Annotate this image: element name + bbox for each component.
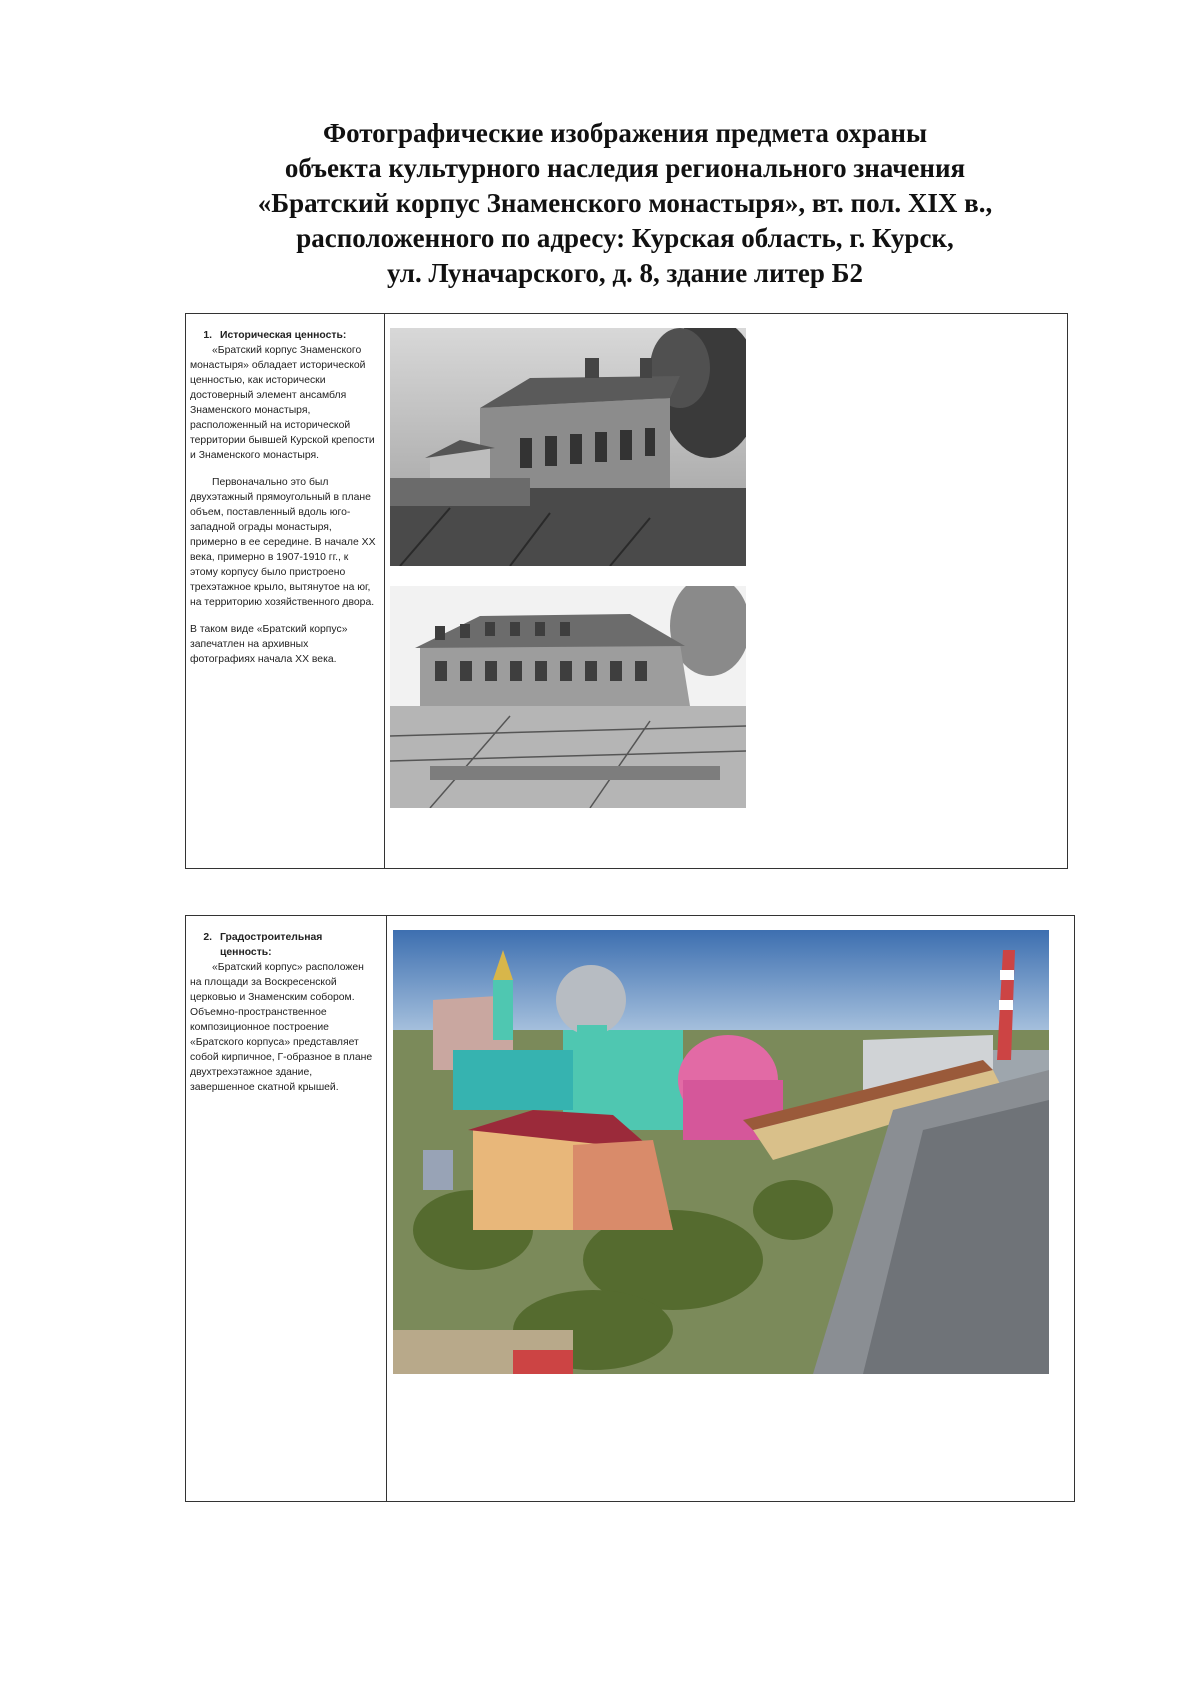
section1-text: [190, 328, 376, 679]
archive-photo-1: [390, 328, 746, 566]
title-line: Фотографические изображения предмета охраны: [322, 118, 928, 148]
section1-number: 1.: [203, 330, 212, 341]
title-line: ул. Луначарского, д. 8, здание литер Б2: [386, 258, 863, 288]
section1-heading: [190, 328, 376, 343]
title-line: «Братский корпус Знаменского монастыря», вт. пол. XIX в.,: [257, 188, 993, 218]
section2-text: [190, 930, 376, 1107]
section1-paragraph: Первоначально это был двухэтажный прямоугольный в плане объем, поставленный вдоль юго-западной ограды монастыря, примерно в ее середине. В начале XX века, примерно в 1907-1910 гг., к этому корпусу было пристроено трехэтажное крыло, вытянутое на юг, на территорию хозяйственного двора.: [190, 477, 376, 608]
section2-heading: [190, 930, 376, 960]
title-line: объекта культурного наследия регионального значения: [284, 153, 966, 183]
section1-paragraph: «Братский корпус Знаменского монастыря» обладает исторической ценностью, как исторически достоверный элемент ансамбля Знаменского монастыря, расположенный на исторической территории бывшей Курской крепости и Знаменского монастыря.: [190, 345, 375, 461]
section2-heading-text: Градостроительная ценность:: [220, 932, 323, 958]
section2-number: 2.: [203, 932, 212, 943]
section2-paragraph: «Братский корпус» расположен на площади за Воскресенской церковью и Знаменским собором. Объемно-пространственное композиционное построение «Братского корпуса» представляет собой кирпичное, Г-образное в плане двухтрехэтажное здание, завершенное скатной крышей.: [190, 962, 373, 1093]
section1-heading-text: Историческая ценность:: [220, 330, 347, 341]
page-title: [150, 116, 1100, 291]
title-line: расположенного по адресу: Курская область, г. Курск,: [296, 223, 954, 253]
archive-photo-2: [390, 586, 746, 808]
aerial-color-photo: [393, 930, 1049, 1374]
section1-paragraph: В таком виде «Братский корпус» запечатлен на архивных фотографиях начала XX века.: [190, 624, 348, 665]
